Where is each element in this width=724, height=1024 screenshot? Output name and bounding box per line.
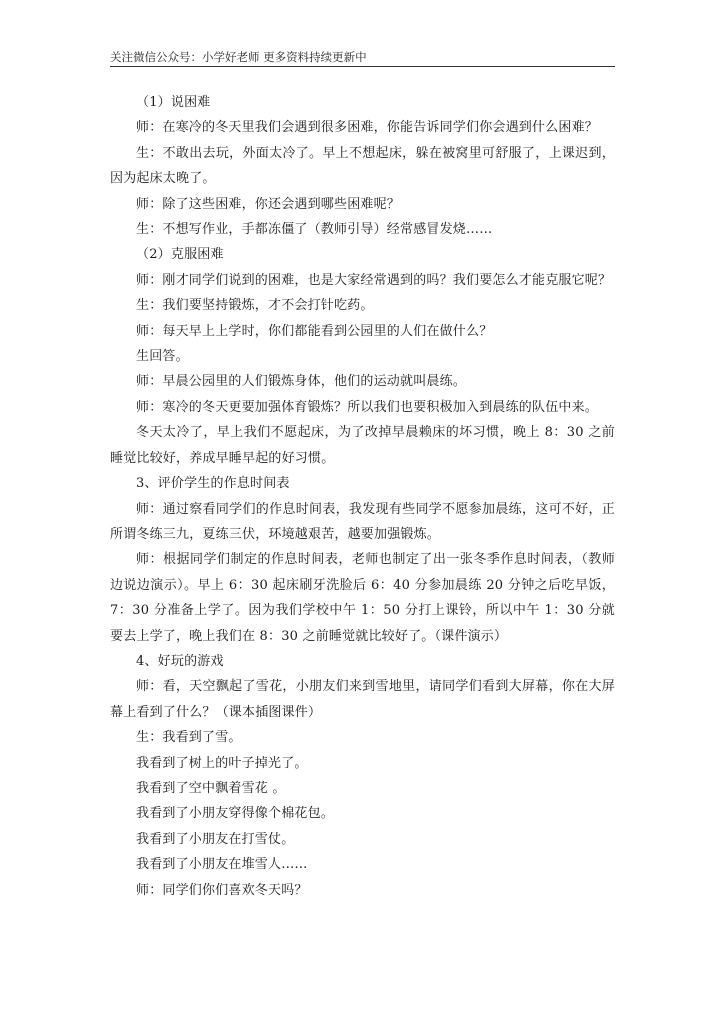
section-heading-overcome-difficulties: （2）克服困难 <box>136 247 224 263</box>
dialogue-line: 师：在寒冷的冬天里我们会遇到很多困难，你能告诉同学们你会遇到什么困难？ <box>136 120 599 136</box>
page-header: 关注微信公众号：小学好老师 更多资料持续更新中 <box>110 50 615 67</box>
dialogue-line: 师：看，天空飘起了雪花，小朋友们来到雪地里，请同学们看到大屏幕，你在大屏幕上看到了什么？（课本插图课件） <box>110 679 615 720</box>
dialogue-line: 生：不敢出去玩，外面太冷了。早上不想起床，躲在被窝里可舒服了，上课迟到，因为起床太晚了。 <box>110 145 615 187</box>
dialogue-line: 生回答。 <box>136 349 189 365</box>
dialogue-line: 师：根据同学们制定的作息时间表，老师也制定了出一张冬季作息时间表，（教师边说边演示）。早上 6：30 起床刷牙洗脸后 6：40 分参加晨练 20 分钟之后吃早饭，7：30 分准备上学了。因为我们学校中午 1：50 分打上课铃，所以中午 1：30 分就要去上学了，晚上我们在 8：30 之前睡觉就比较好了。（课件演示） <box>110 552 615 644</box>
dialogue-line: 师：刚才同学们说到的困难，也是大家经常遇到的吗？我们要怎么才能克服它呢？ <box>136 272 612 288</box>
dialogue-line: 师：除了这些困难，你还会遇到哪些困难呢？ <box>136 196 401 212</box>
dialogue-line: 师：每天早上上学时，你们都能看到公园里的人们在做什么？ <box>136 323 493 339</box>
dialogue-line: 我看到了空中飘着雪花 。 <box>136 780 286 796</box>
section-heading-talk-difficulties: （1）说困难 <box>136 95 211 110</box>
dialogue-line: 师：寒冷的冬天更要加强体育锻炼？所以我们也要积极加入到晨练的队伍中来。 <box>136 399 599 415</box>
dialogue-line: 生：不想写作业，手都冻僵了（教师引导）经常感冒发烧…… <box>136 222 493 238</box>
document-body <box>110 90 615 903</box>
dialogue-line: 生：我看到了雪。 <box>136 730 242 746</box>
body-paragraph: 冬天太冷了，早上我们不愿起床，为了改掉早晨赖床的坏习惯，晚上 8：30 之前睡觉比较好，养成早睡早起的好习惯。 <box>110 425 615 466</box>
section-heading-evaluate-schedule: 3、评价学生的作息时间表 <box>136 476 290 492</box>
section-heading-fun-game: 4、好玩的游戏 <box>136 653 224 669</box>
dialogue-line: 我看到了小朋友穿得像个棉花包。 <box>136 806 335 822</box>
dialogue-line: 我看到了小朋友在打雪仗。 <box>136 831 295 847</box>
dialogue-line: 我看到了树上的叶子掉光了。 <box>136 755 308 771</box>
dialogue-line: 生：我们要坚持锻炼，才不会打针吃药。 <box>136 298 374 314</box>
dialogue-line: 师：早晨公园里的人们锻炼身体，他们的运动就叫晨练。 <box>136 374 467 390</box>
dialogue-line: 师：同学们你们喜欢冬天吗？ <box>136 882 308 898</box>
dialogue-line: 我看到了小朋友在堆雪人…… <box>136 857 308 873</box>
dialogue-line: 师：通过察看同学们的作息时间表，我发现有些同学不愿参加晨练，这可不好，正所谓冬练三九，夏练三伏，环境越艰苦，越要加强锻炼。 <box>110 501 615 542</box>
